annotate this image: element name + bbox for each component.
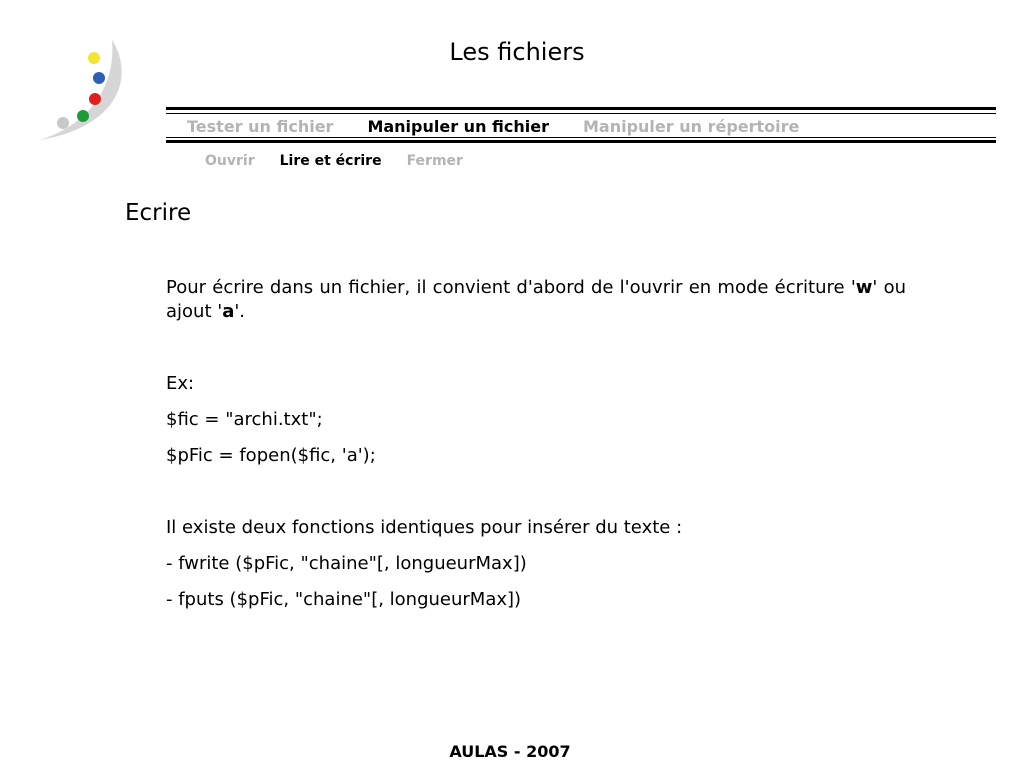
functions-intro: Il existe deux fonctions identiques pour insérer du texte : — [166, 517, 683, 538]
subtabs — [205, 153, 488, 169]
example-label: Ex: — [166, 373, 195, 394]
tab-manipuler-un-fichier[interactable]: Manipuler un fichier — [367, 117, 549, 136]
logo-dot-red — [89, 93, 101, 105]
function-line: - fwrite ($pFic, "chaine"[, longueurMax]) — [166, 553, 527, 574]
code-line: $pFic = fopen($fic, 'a'); — [166, 445, 376, 466]
intro-paragraph — [166, 276, 906, 324]
intro-text: Pour écrire dans un fichier, il convient d'abord de l'ouvrir en mode écriture ' — [166, 277, 856, 298]
logo-dot-grey — [57, 117, 69, 129]
intro-text: '. — [234, 301, 246, 322]
footer: AULAS - 2007 — [449, 742, 571, 761]
function-line: - fputs ($pFic, "chaine"[, longueurMax]) — [166, 589, 522, 610]
nav-tabs — [187, 117, 833, 136]
section-heading: Ecrire — [125, 200, 192, 226]
nav-divider — [166, 107, 996, 110]
nav-divider — [166, 140, 996, 143]
subtab-lire-et-ecrire[interactable]: Lire et écrire — [279, 153, 382, 169]
code-line: $fic = "archi.txt"; — [166, 409, 323, 430]
intro-text: ' ou ajout ' — [166, 277, 906, 322]
mode-write: w — [855, 277, 873, 298]
nav-bar — [166, 107, 996, 144]
tab-manipuler-un-repertoire[interactable]: Manipuler un répertoire — [582, 117, 800, 136]
logo-dot-green — [77, 110, 89, 122]
logo-dot-blue — [93, 72, 105, 84]
subtab-ouvrir[interactable]: Ouvrir — [205, 153, 255, 169]
mode-append: a — [222, 301, 235, 322]
content-body — [166, 276, 906, 612]
nav-divider — [166, 113, 996, 114]
tab-tester-un-fichier[interactable]: Tester un fichier — [187, 117, 334, 136]
page-title: Les fichiers — [449, 38, 585, 66]
subtab-fermer[interactable]: Fermer — [406, 153, 463, 169]
nav-divider — [166, 137, 996, 138]
